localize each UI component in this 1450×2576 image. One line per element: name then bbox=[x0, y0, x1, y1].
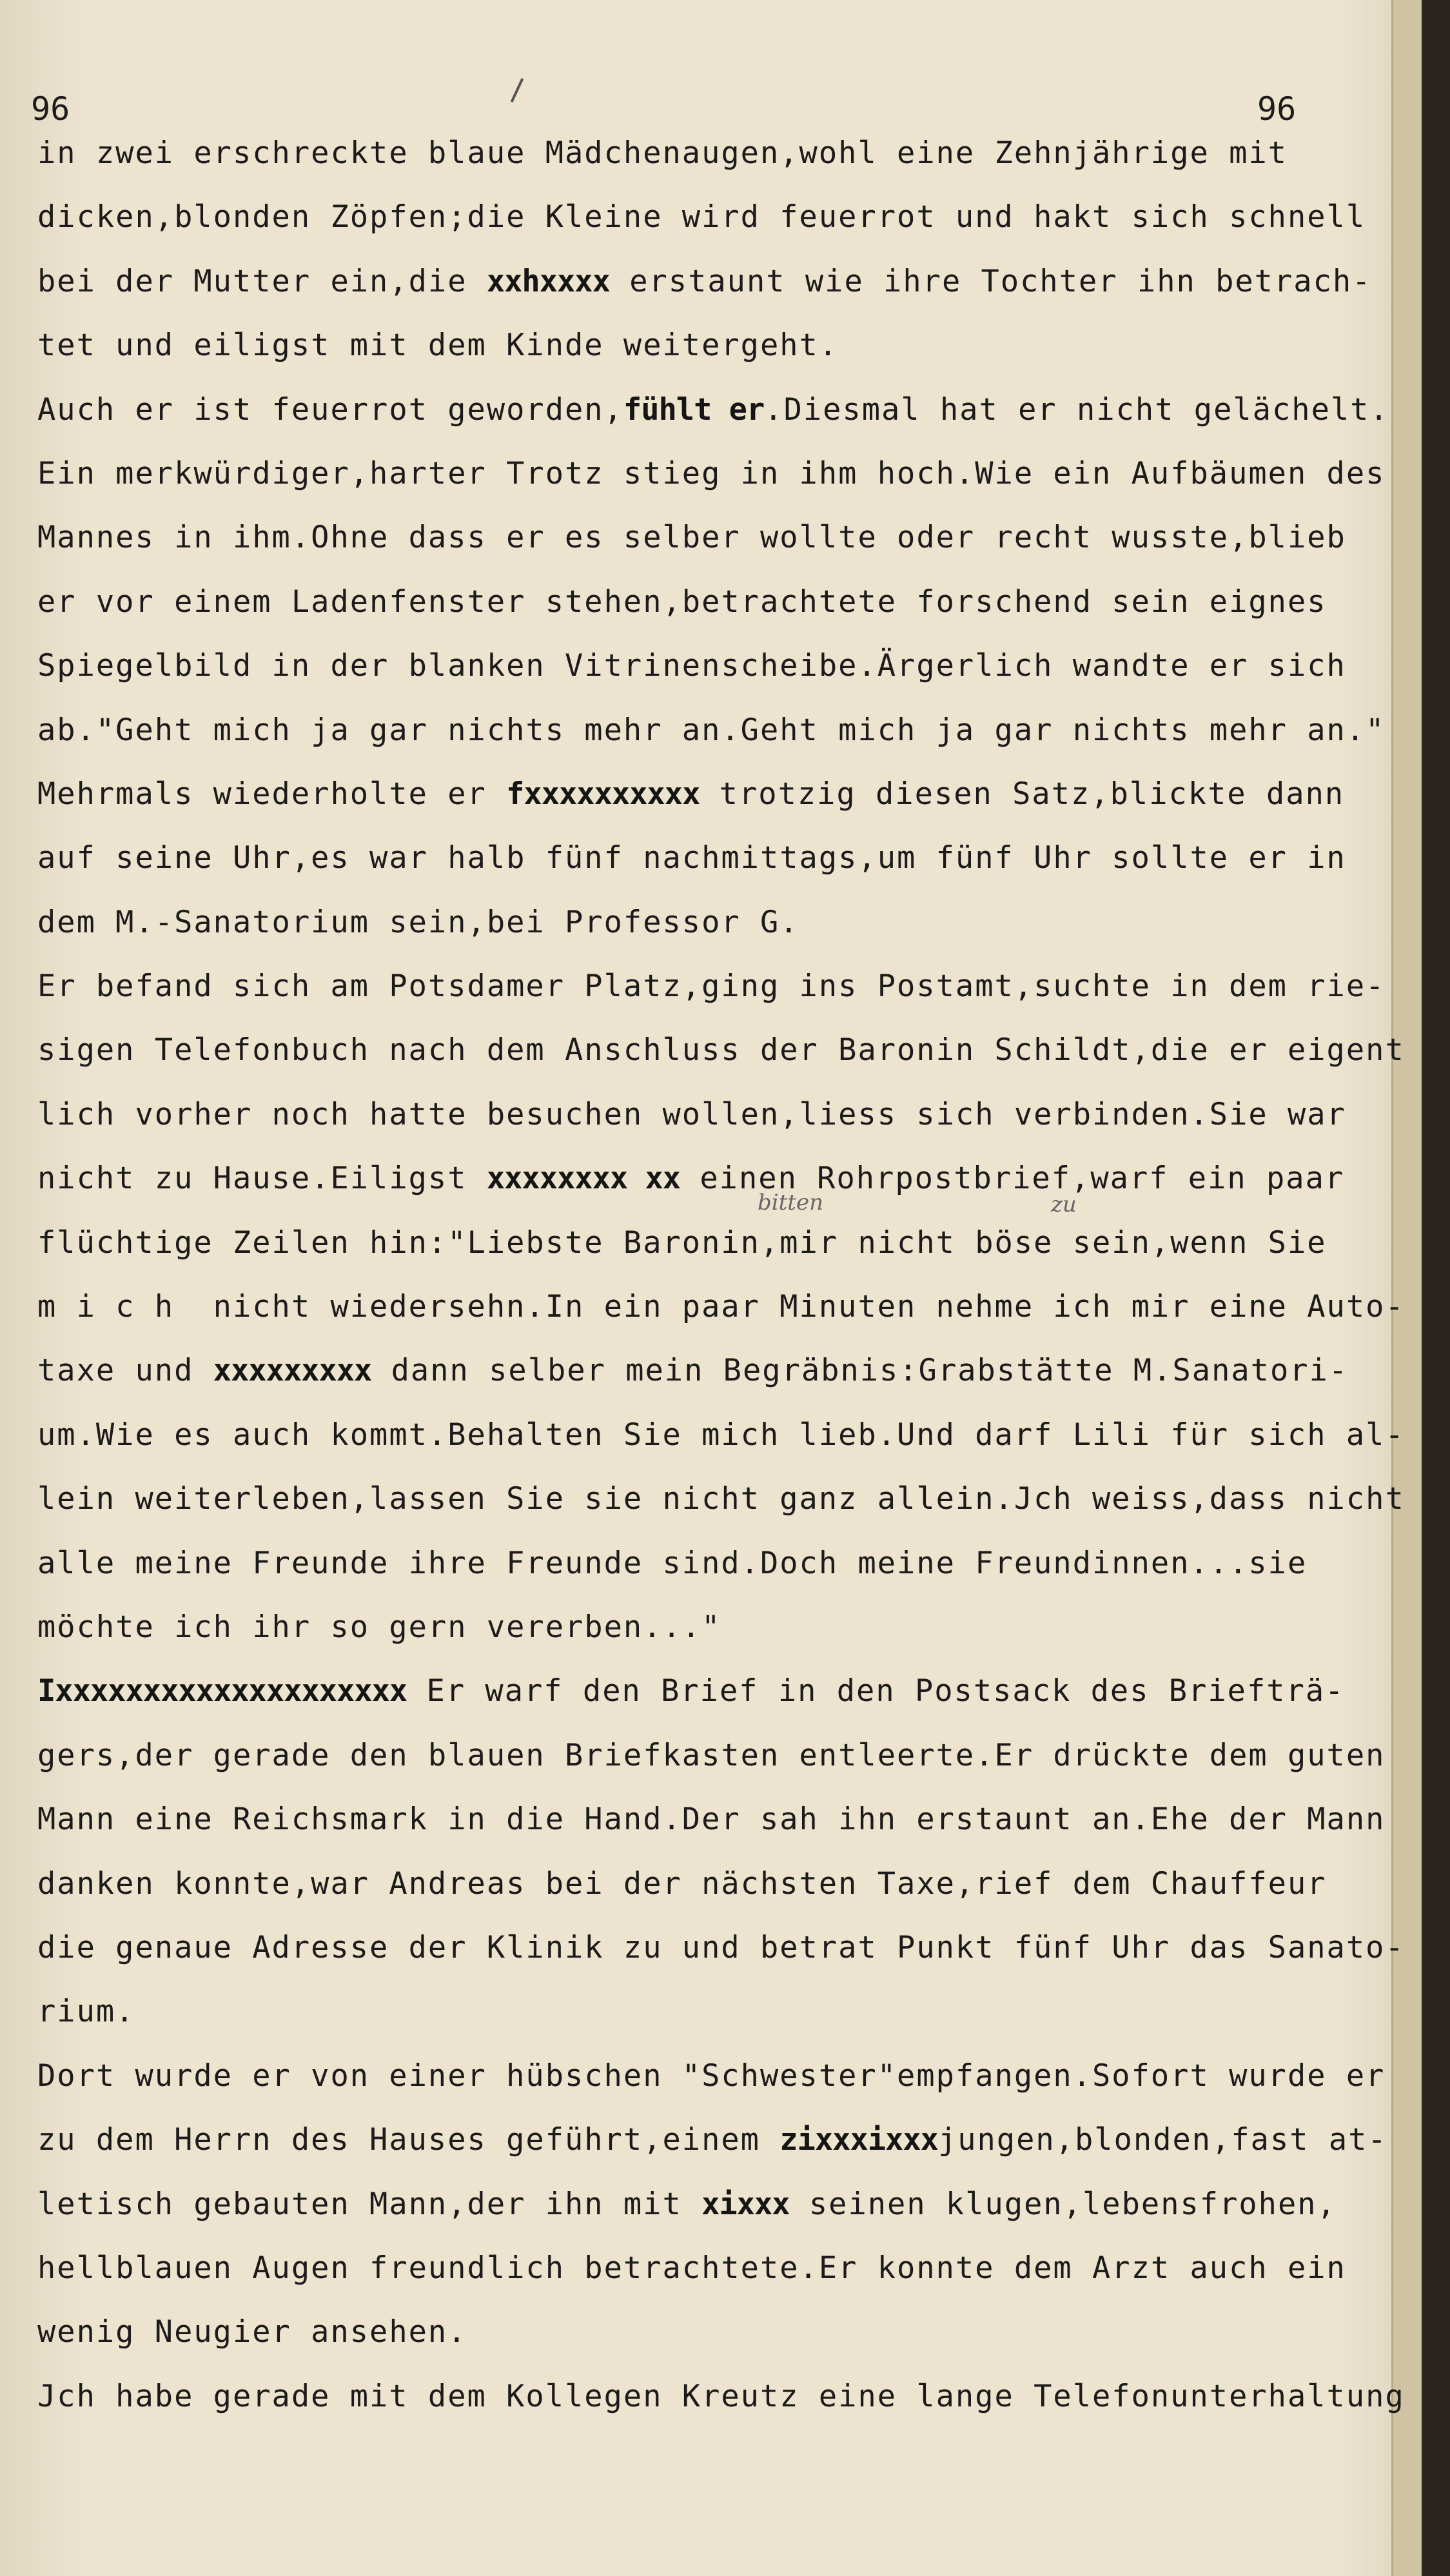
text-line bbox=[37, 2044, 1417, 2108]
line-text: flüchtige Zeilen hin:"Liebste Baronin,mir nicht böse sein,wenn Sie bbox=[37, 1224, 1327, 1261]
struck-out-text: xxxxxxxxx bbox=[213, 1353, 372, 1389]
text-line bbox=[37, 1980, 1417, 2043]
correction bbox=[623, 378, 764, 442]
text-line bbox=[37, 890, 1417, 954]
text-line bbox=[37, 1595, 1417, 1659]
line-text: sigen Telefonbuch nach dem Anschluss der Baronin Schildt,die er eigent bbox=[37, 1032, 1405, 1068]
text-line bbox=[37, 954, 1417, 1018]
text-line bbox=[37, 826, 1417, 890]
correction bbox=[213, 1339, 372, 1402]
correction bbox=[701, 2172, 789, 2236]
line-text: er vor einem Ladenfenster stehen,betrachtete forschend sein eignes bbox=[37, 584, 1327, 620]
line-text: gers,der gerade den blauen Briefkasten entleerte.Er drückte dem guten bbox=[37, 1737, 1386, 1773]
correction bbox=[487, 1146, 680, 1210]
line-text: rium. bbox=[37, 1994, 135, 2030]
text-line bbox=[37, 2236, 1417, 2300]
line-text: in zwei erschreckte blaue Mädchenaugen,wohl eine Zehnjährige mit bbox=[37, 135, 1288, 171]
text-line bbox=[37, 185, 1417, 249]
text-line bbox=[37, 121, 1417, 185]
line-text: lich vorher noch hatte besuchen wollen,liess sich verbinden.Sie war bbox=[37, 1096, 1346, 1132]
line-text: tet und eiligst mit dem Kinde weitergeht. bbox=[37, 328, 839, 364]
line-text: m i c h nicht wiedersehn.In ein paar Minuten nehme ich mir eine Auto- bbox=[37, 1289, 1405, 1325]
handwritten-note: zu bbox=[1051, 1192, 1077, 1217]
page-number-right: 96 bbox=[1257, 90, 1297, 128]
line-text: Mannes in ihm.Ohne dass er es selber wollte oder recht wusste,blieb bbox=[37, 520, 1346, 556]
line-text: trotzig diesen Satz,blickte dann bbox=[700, 776, 1345, 812]
line-text: seinen klugen,lebensfrohen, bbox=[789, 2186, 1337, 2222]
line-text: Auch er ist feuerrot geworden, bbox=[37, 391, 623, 428]
line-text: einen Rohrpostbrief,warf ein paar bbox=[680, 1161, 1345, 1197]
correction bbox=[487, 250, 610, 313]
line-text: Ein merkwürdiger,harter Trotz stieg in ihm hoch.Wie ein Aufbäumen des bbox=[37, 455, 1386, 491]
text-line bbox=[37, 2365, 1417, 2428]
line-text: letisch gebauten Mann,der ihn mit bbox=[37, 2186, 702, 2222]
text-line bbox=[37, 1083, 1417, 1146]
line-text: taxe und bbox=[37, 1353, 213, 1389]
text-line bbox=[37, 1018, 1417, 1082]
pencil-mark bbox=[511, 78, 524, 103]
text-line bbox=[37, 634, 1417, 698]
line-text: die genaue Adresse der Klinik zu und betrat Punkt fünf Uhr das Sanato- bbox=[37, 1929, 1405, 1965]
text-line bbox=[37, 1724, 1417, 1787]
line-text: auf seine Uhr,es war halb fünf nachmittags,um fünf Uhr sollte er in bbox=[37, 840, 1346, 876]
text-line bbox=[37, 378, 1417, 442]
page-number-left: 96 bbox=[31, 90, 70, 128]
text-line bbox=[37, 1531, 1417, 1595]
line-text: .Diesmal hat er nicht gelächelt. bbox=[764, 391, 1389, 428]
text-line bbox=[37, 1916, 1417, 1980]
line-text: zu dem Herrn des Hauses geführt,einem bbox=[37, 2122, 780, 2158]
struck-out-text: xxxxxxxx xx bbox=[486, 1161, 681, 1197]
struck-out-text: Ixxxxxxxxxxxxxxxxxxxx bbox=[37, 1673, 407, 1709]
text-line bbox=[37, 2108, 1417, 2172]
text-line bbox=[37, 1339, 1417, 1402]
line-text: Dort wurde er von einer hübschen "Schwester"empfangen.Sofort wurde er bbox=[37, 2058, 1386, 2094]
text-line bbox=[37, 250, 1417, 313]
line-text: Mann eine Reichsmark in die Hand.Der sah ihn erstaunt an.Ehe der Mann bbox=[37, 1802, 1386, 1838]
text-line bbox=[37, 1659, 1417, 1723]
text-line bbox=[37, 506, 1417, 569]
line-text: ab."Geht mich ja gar nichts mehr an.Geht mich ja gar nichts mehr an." bbox=[37, 712, 1386, 748]
text-line bbox=[37, 1467, 1417, 1531]
line-text: dann selber mein Begräbnis:Grabstätte M.Sanatori- bbox=[371, 1353, 1349, 1389]
line-text: lein weiterleben,lassen Sie sie nicht ganz allein.Jch weiss,dass nicht bbox=[37, 1481, 1405, 1517]
line-text: Er warf den Brief in den Postsack des Briefträ- bbox=[407, 1673, 1345, 1709]
text-line bbox=[37, 570, 1417, 634]
struck-out-text: xxhxxxx bbox=[486, 263, 610, 299]
line-text: alle meine Freunde ihre Freunde sind.Doch meine Freundinnen...sie bbox=[37, 1545, 1308, 1581]
line-text: erstaunt wie ihre Tochter ihn betrach- bbox=[609, 263, 1372, 299]
line-text: nicht zu Hause.Eiligst bbox=[37, 1161, 487, 1197]
line-text: Mehrmals wiederholte er bbox=[37, 776, 507, 812]
struck-out-text: xixxx bbox=[701, 2186, 790, 2222]
body-text bbox=[37, 121, 1417, 2428]
struck-out-text: fühlt er bbox=[623, 391, 765, 428]
line-text: hellblauen Augen freundlich betrachtete.Er konnte dem Arzt auch ein bbox=[37, 2250, 1346, 2286]
line-text: danken konnte,war Andreas bei der nächsten Taxe,rief dem Chauffeur bbox=[37, 1865, 1327, 1902]
text-line bbox=[37, 1787, 1417, 1851]
text-line bbox=[37, 698, 1417, 762]
struck-out-text: fxxxxxxxxxx bbox=[506, 776, 700, 812]
line-text: wenig Neugier ansehen. bbox=[37, 2314, 467, 2350]
line-text: dicken,blonden Zöpfen;die Kleine wird feuerrot und hakt sich schnell bbox=[37, 199, 1366, 235]
text-line bbox=[37, 1146, 1417, 1210]
correction bbox=[506, 762, 700, 826]
line-text: jungen,blonden,fast at- bbox=[937, 2122, 1387, 2158]
text-line bbox=[37, 762, 1417, 826]
text-line bbox=[37, 442, 1417, 506]
line-text: Spiegelbild in der blanken Vitrinenscheibe.Ärgerlich wandte er sich bbox=[37, 648, 1346, 684]
text-line bbox=[37, 2172, 1417, 2236]
correction bbox=[37, 1659, 407, 1723]
struck-out-text: zixxxixxx bbox=[779, 2122, 938, 2158]
line-text: Er befand sich am Potsdamer Platz,ging ins Postamt,suchte in dem rie- bbox=[37, 968, 1386, 1005]
text-line bbox=[37, 1852, 1417, 1916]
text-line bbox=[37, 1211, 1417, 1275]
handwritten-note: bitten bbox=[758, 1190, 823, 1215]
line-text: um.Wie es auch kommt.Behalten Sie mich lieb.Und darf Lili für sich al- bbox=[37, 1417, 1405, 1453]
line-text: möchte ich ihr so gern vererben..." bbox=[37, 1609, 721, 1645]
text-line bbox=[37, 2300, 1417, 2364]
text-line bbox=[37, 1403, 1417, 1467]
text-line bbox=[37, 1275, 1417, 1339]
correction bbox=[779, 2108, 938, 2172]
line-text: dem M.-Sanatorium sein,bei Professor G. bbox=[37, 904, 799, 940]
text-line bbox=[37, 313, 1417, 377]
line-text: bei der Mutter ein,die bbox=[37, 263, 487, 299]
line-text: Jch habe gerade mit dem Kollegen Kreutz eine lange Telefonunterhaltung bbox=[37, 2378, 1405, 2414]
